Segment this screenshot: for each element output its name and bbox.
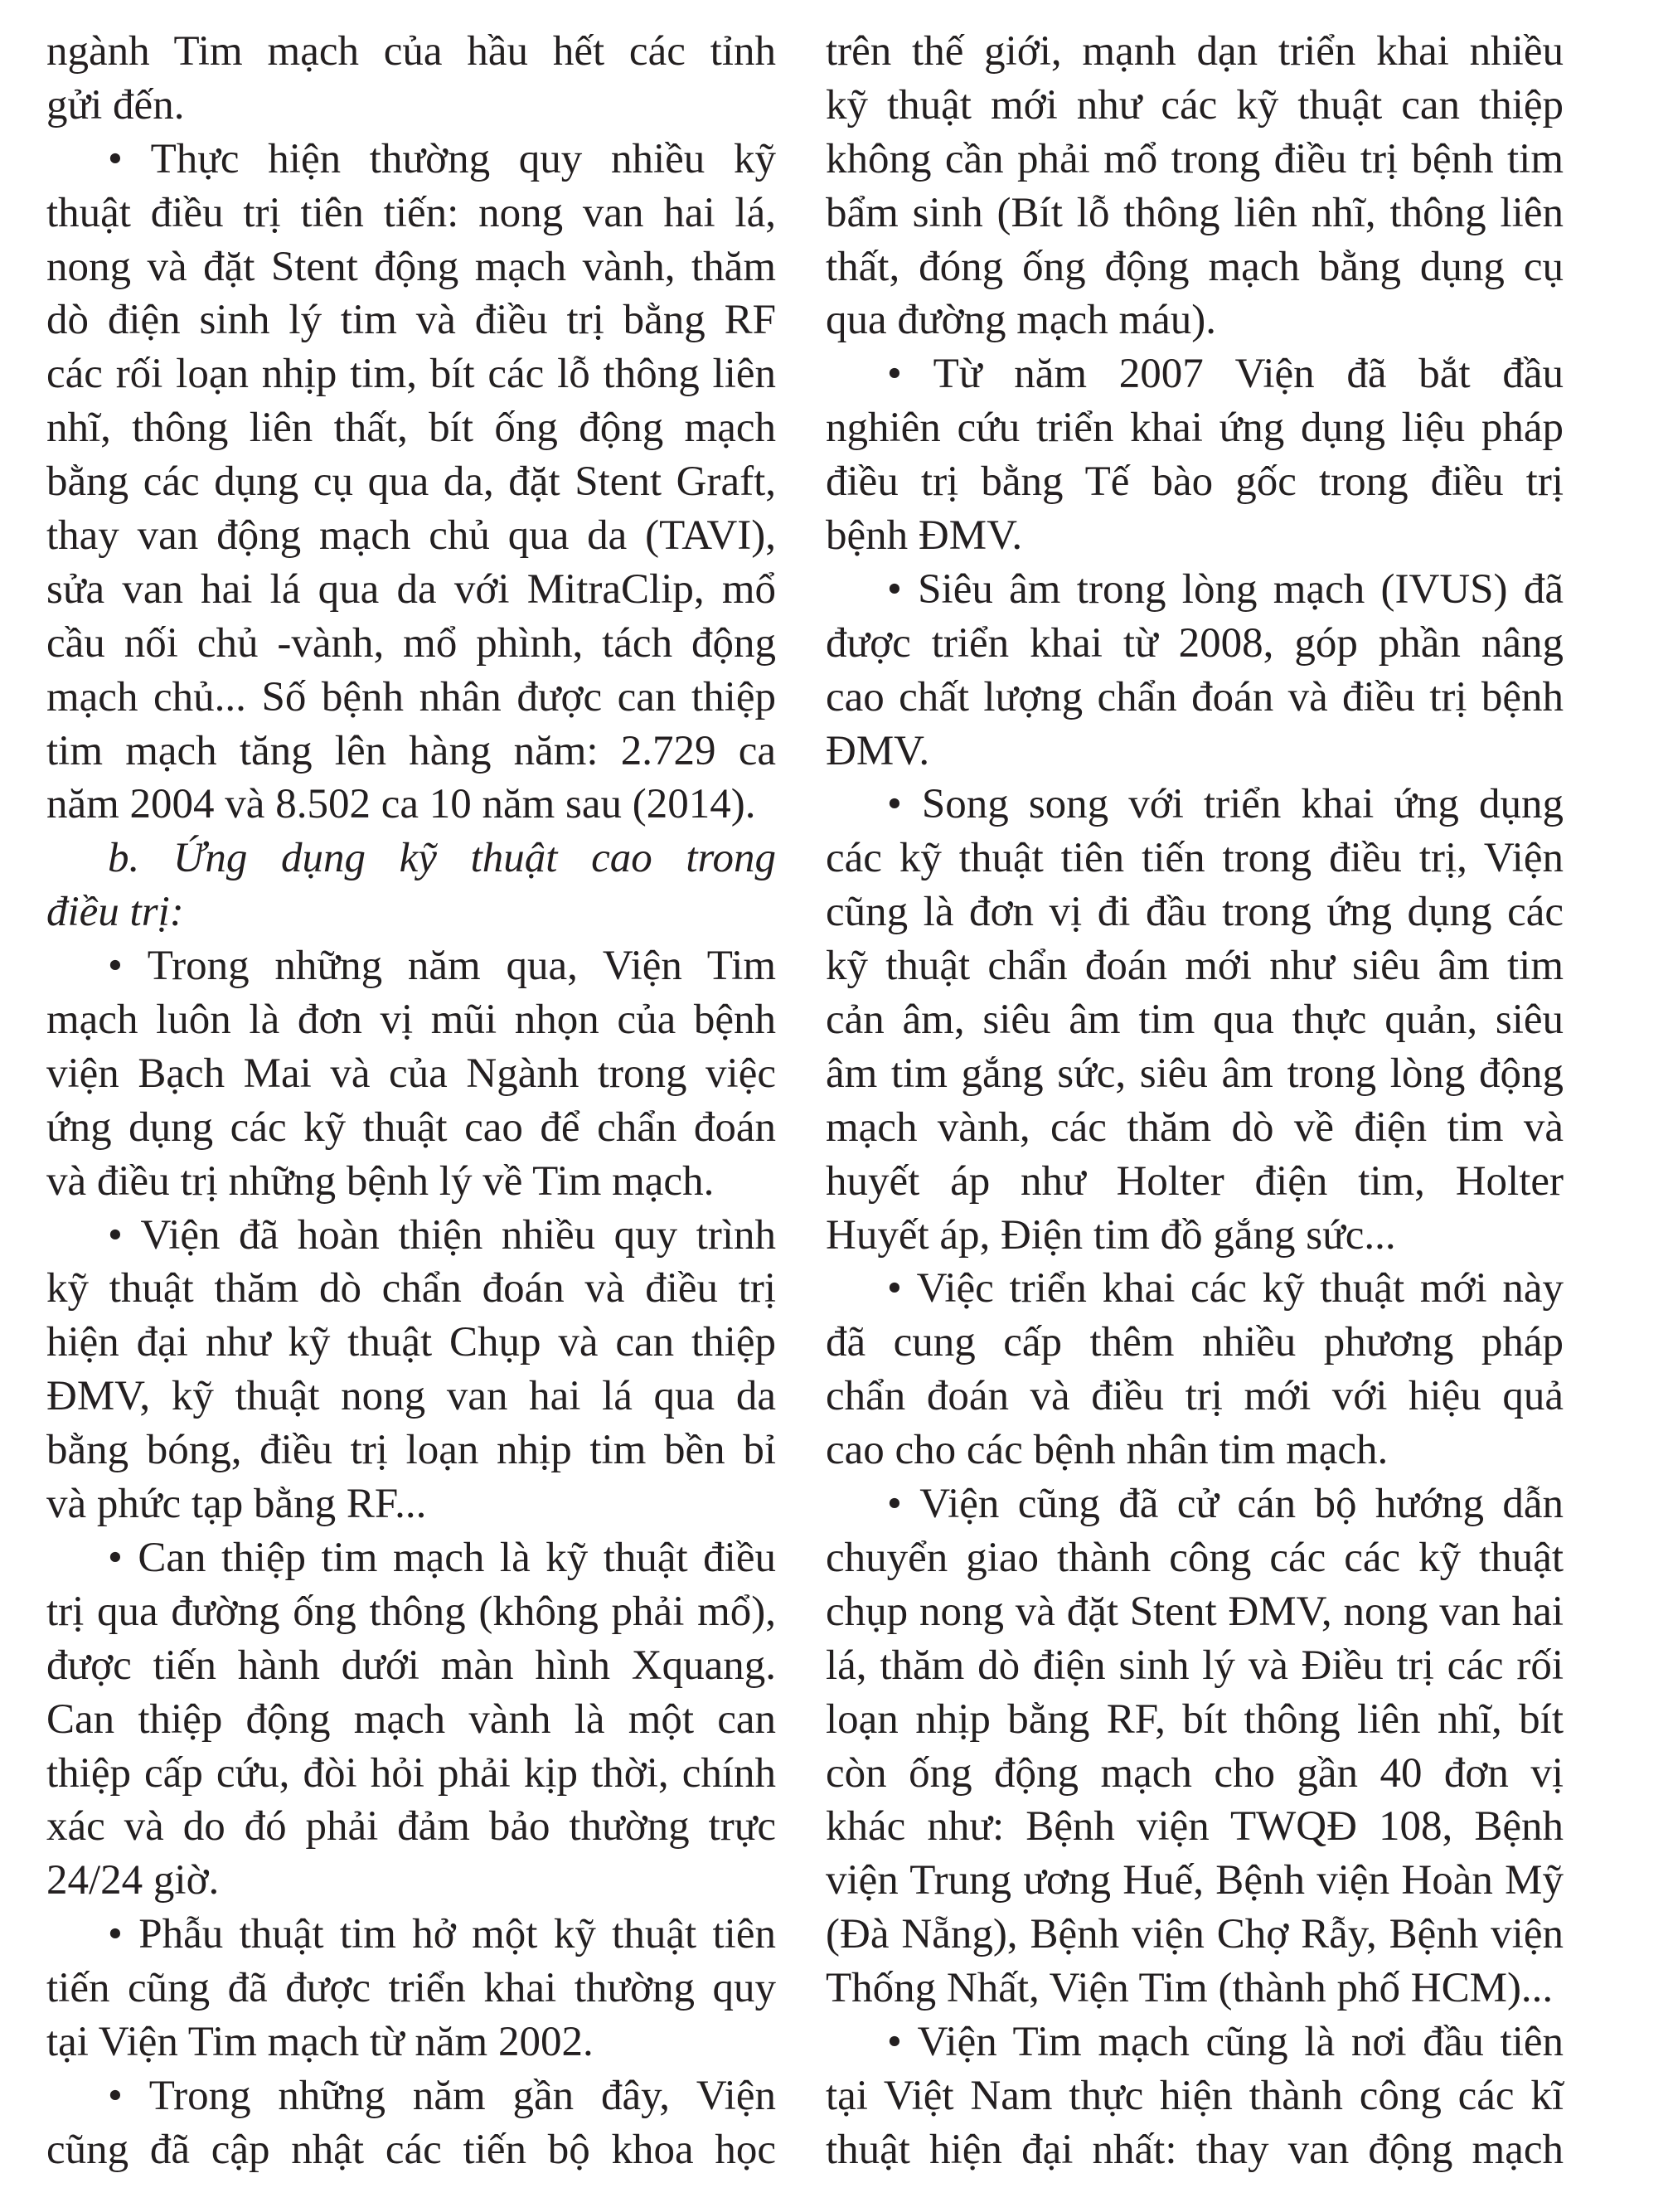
right-column-text-line: được triển khai từ 2008, góp phần nâng: [826, 619, 1564, 667]
right-column-text-line: cản âm, siêu âm tim qua thực quản, siêu: [826, 997, 1564, 1044]
right-column-text-line: chuyển giao thành công các các kỹ thuật: [826, 1534, 1564, 1581]
left-column-text-line: trị qua đường ống thông (không phải mổ),: [46, 1588, 776, 1635]
left-column-text-line: kỹ thuật thăm dò chẩn đoán và điều trị: [46, 1265, 776, 1312]
left-column-text-line: • Viện đã hoàn thiện nhiều quy trình: [108, 1211, 776, 1259]
left-column-text-line: thay van động mạch chủ qua da (TAVI),: [46, 512, 776, 560]
left-column-text-line: và phức tạp bằng RF...: [46, 1481, 427, 1528]
right-column-text-line: âm tim gắng sức, siêu âm trong lòng động: [826, 1050, 1564, 1097]
left-column: [46, 25, 776, 2177]
left-column-text-line: ứng dụng các kỹ thuật cao để chẩn đoán: [46, 1104, 776, 1151]
right-column-text-line: thất, đóng ống động mạch bằng dụng cụ: [826, 243, 1564, 290]
right-column-text-line: không cần phải mổ trong điều trị bệnh tim: [826, 135, 1564, 182]
left-column-text-line: nhĩ, thông liên thất, bít ống động mạch: [46, 405, 776, 452]
right-column-text-line: qua đường mạch máu).: [826, 297, 1216, 344]
left-column-text-line: viện Bạch Mai và của Ngành trong việc: [46, 1050, 776, 1097]
left-column-text-line: bằng bóng, điều trị loạn nhịp tim bền bỉ: [46, 1427, 776, 1474]
right-column-text-line: • Từ năm 2007 Viện đã bắt đầu: [887, 351, 1564, 398]
right-column-text-line: đã cung cấp thêm nhiều phương pháp: [826, 1319, 1564, 1366]
right-column-text-line: kỹ thuật chẩn đoán mới như siêu âm tim: [826, 943, 1564, 990]
right-column-text-line: khác như: Bệnh viện TWQĐ 108, Bệnh: [826, 1803, 1564, 1851]
left-column-text-line: b. Ứng dụng kỹ thuật cao trong: [108, 835, 776, 882]
left-column-text-line: thuật điều trị tiên tiến: nong van hai lá,: [46, 189, 776, 236]
right-column-text-line: • Viện Tim mạch cũng là nơi đầu tiên: [887, 2018, 1564, 2065]
right-column-text-line: huyết áp như Holter điện tim, Holter: [826, 1157, 1564, 1205]
left-column-text-line: và điều trị những bệnh lý về Tim mạch.: [46, 1157, 715, 1205]
right-column-text-line: chụp nong và đặt Stent ĐMV, nong van hai: [826, 1588, 1564, 1635]
right-column-text-line: bẩm sinh (Bít lỗ thông liên nhĩ, thông liên: [826, 189, 1564, 236]
right-column-text-line: cao chất lượng chẩn đoán và điều trị bệnh: [826, 673, 1564, 720]
right-column-text-line: ĐMV.: [826, 727, 930, 774]
right-column-text-line: cũng là đơn vị đi đầu trong ứng dụng các: [826, 889, 1564, 936]
right-column-text-line: chẩn đoán và điều trị mới với hiệu quả: [826, 1373, 1564, 1420]
right-column-text-line: nghiên cứu triển khai ứng dụng liệu pháp: [826, 405, 1564, 452]
left-column-text-line: • Thực hiện thường quy nhiều kỹ: [108, 135, 776, 182]
left-column-text-line: • Trong những năm gần đây, Viện: [108, 2072, 776, 2119]
left-column-text-line: ngành Tim mạch của hầu hết các tỉnh: [46, 28, 776, 75]
right-column-text-line: cao cho các bệnh nhân tim mạch.: [826, 1427, 1389, 1474]
right-column-text-line: bệnh ĐMV.: [826, 512, 1023, 560]
left-column-text-line: mạch luôn là đơn vị mũi nhọn của bệnh: [46, 997, 776, 1044]
left-column-text-line: tim mạch tăng lên hàng năm: 2.729 ca: [46, 727, 776, 774]
right-column-text-line: trên thế giới, mạnh dạn triển khai nhiều: [826, 28, 1564, 75]
left-column-text-line: sửa van hai lá qua da với MitraClip, mổ: [46, 565, 776, 613]
right-column-text-line: Thống Nhất, Viện Tim (thành phố HCM)...: [826, 1965, 1554, 2012]
right-column-text-line: còn ống động mạch cho gần 40 đơn vị: [826, 1749, 1564, 1797]
right-column-text-line: loạn nhịp bằng RF, bít thông liên nhĩ, bít: [826, 1695, 1564, 1743]
right-column-text-line: lá, thăm dò điện sinh lý và Điều trị các rối: [826, 1642, 1564, 1689]
right-column-text-line: Huyết áp, Điện tim đồ gắng sức...: [826, 1211, 1396, 1259]
left-column-text-line: năm 2004 và 8.502 ca 10 năm sau (2014).: [46, 781, 756, 828]
left-column-text-line: được tiến hành dưới màn hình Xquang.: [46, 1642, 776, 1689]
left-column-text-line: ĐMV, kỹ thuật nong van hai lá qua da: [46, 1373, 776, 1420]
left-column-text-line: cũng đã cập nhật các tiến bộ khoa học: [46, 2126, 776, 2173]
right-column-text-line: tại Việt Nam thực hiện thành công các kĩ: [826, 2072, 1564, 2119]
left-column-text-line: mạch chủ... Số bệnh nhân được can thiệp: [46, 673, 776, 720]
right-column-text-line: các kỹ thuật tiên tiến trong điều trị, Viện: [826, 835, 1564, 882]
left-column-text-line: tại Viện Tim mạch từ năm 2002.: [46, 2018, 594, 2065]
left-column-text-line: gửi đến.: [46, 81, 185, 129]
left-column-text-line: • Can thiệp tim mạch là kỹ thuật điều: [108, 1534, 776, 1581]
right-column-text-line: viện Trung ương Huế, Bệnh viện Hoàn Mỹ: [826, 1857, 1564, 1904]
left-column-text-line: bằng các dụng cụ qua da, đặt Stent Graft,: [46, 458, 776, 506]
left-column-text-line: các rối loạn nhịp tim, bít các lỗ thông liên: [46, 351, 776, 398]
left-column-text-line: • Trong những năm qua, Viện Tim: [108, 943, 776, 990]
left-column-text-line: điều trị:: [46, 889, 184, 936]
left-column-text-line: hiện đại như kỹ thuật Chụp và can thiệp: [46, 1319, 776, 1366]
right-column-text-line: • Song song với triển khai ứng dụng: [887, 781, 1564, 828]
left-column-text-line: Can thiệp động mạch vành là một can: [46, 1695, 776, 1743]
left-column-text-line: nong và đặt Stent động mạch vành, thăm: [46, 243, 776, 290]
left-column-text-line: tiến cũng đã được triển khai thường quy: [46, 1965, 776, 2012]
right-column-text-line: • Viện cũng đã cử cán bộ hướng dẫn: [887, 1481, 1564, 1528]
left-column-text-line: 24/24 giờ.: [46, 1857, 220, 1904]
right-column: [826, 25, 1564, 2177]
right-column-text-line: • Việc triển khai các kỹ thuật mới này: [887, 1265, 1564, 1312]
left-column-text-line: dò điện sinh lý tim và điều trị bằng RF: [46, 297, 776, 344]
right-column-text-line: • Siêu âm trong lòng mạch (IVUS) đã: [887, 565, 1564, 613]
left-column-text-line: • Phẫu thuật tim hở một kỹ thuật tiên: [108, 1911, 776, 1958]
right-column-text-line: mạch vành, các thăm dò về điện tim và: [826, 1104, 1564, 1151]
right-column-text-line: điều trị bằng Tế bào gốc trong điều trị: [826, 458, 1564, 506]
right-column-text-line: (Đà Nẵng), Bệnh viện Chợ Rẫy, Bệnh viện: [826, 1911, 1564, 1958]
left-column-text-line: cầu nối chủ -vành, mổ phình, tách động: [46, 619, 776, 667]
left-column-text-line: xác và do đó phải đảm bảo thường trực: [46, 1803, 776, 1851]
right-column-text-line: thuật hiện đại nhất: thay van động mạch: [826, 2126, 1564, 2173]
right-column-text-line: kỹ thuật mới như các kỹ thuật can thiệp: [826, 81, 1564, 129]
left-column-text-line: thiệp cấp cứu, đòi hỏi phải kịp thời, chính: [46, 1749, 776, 1797]
